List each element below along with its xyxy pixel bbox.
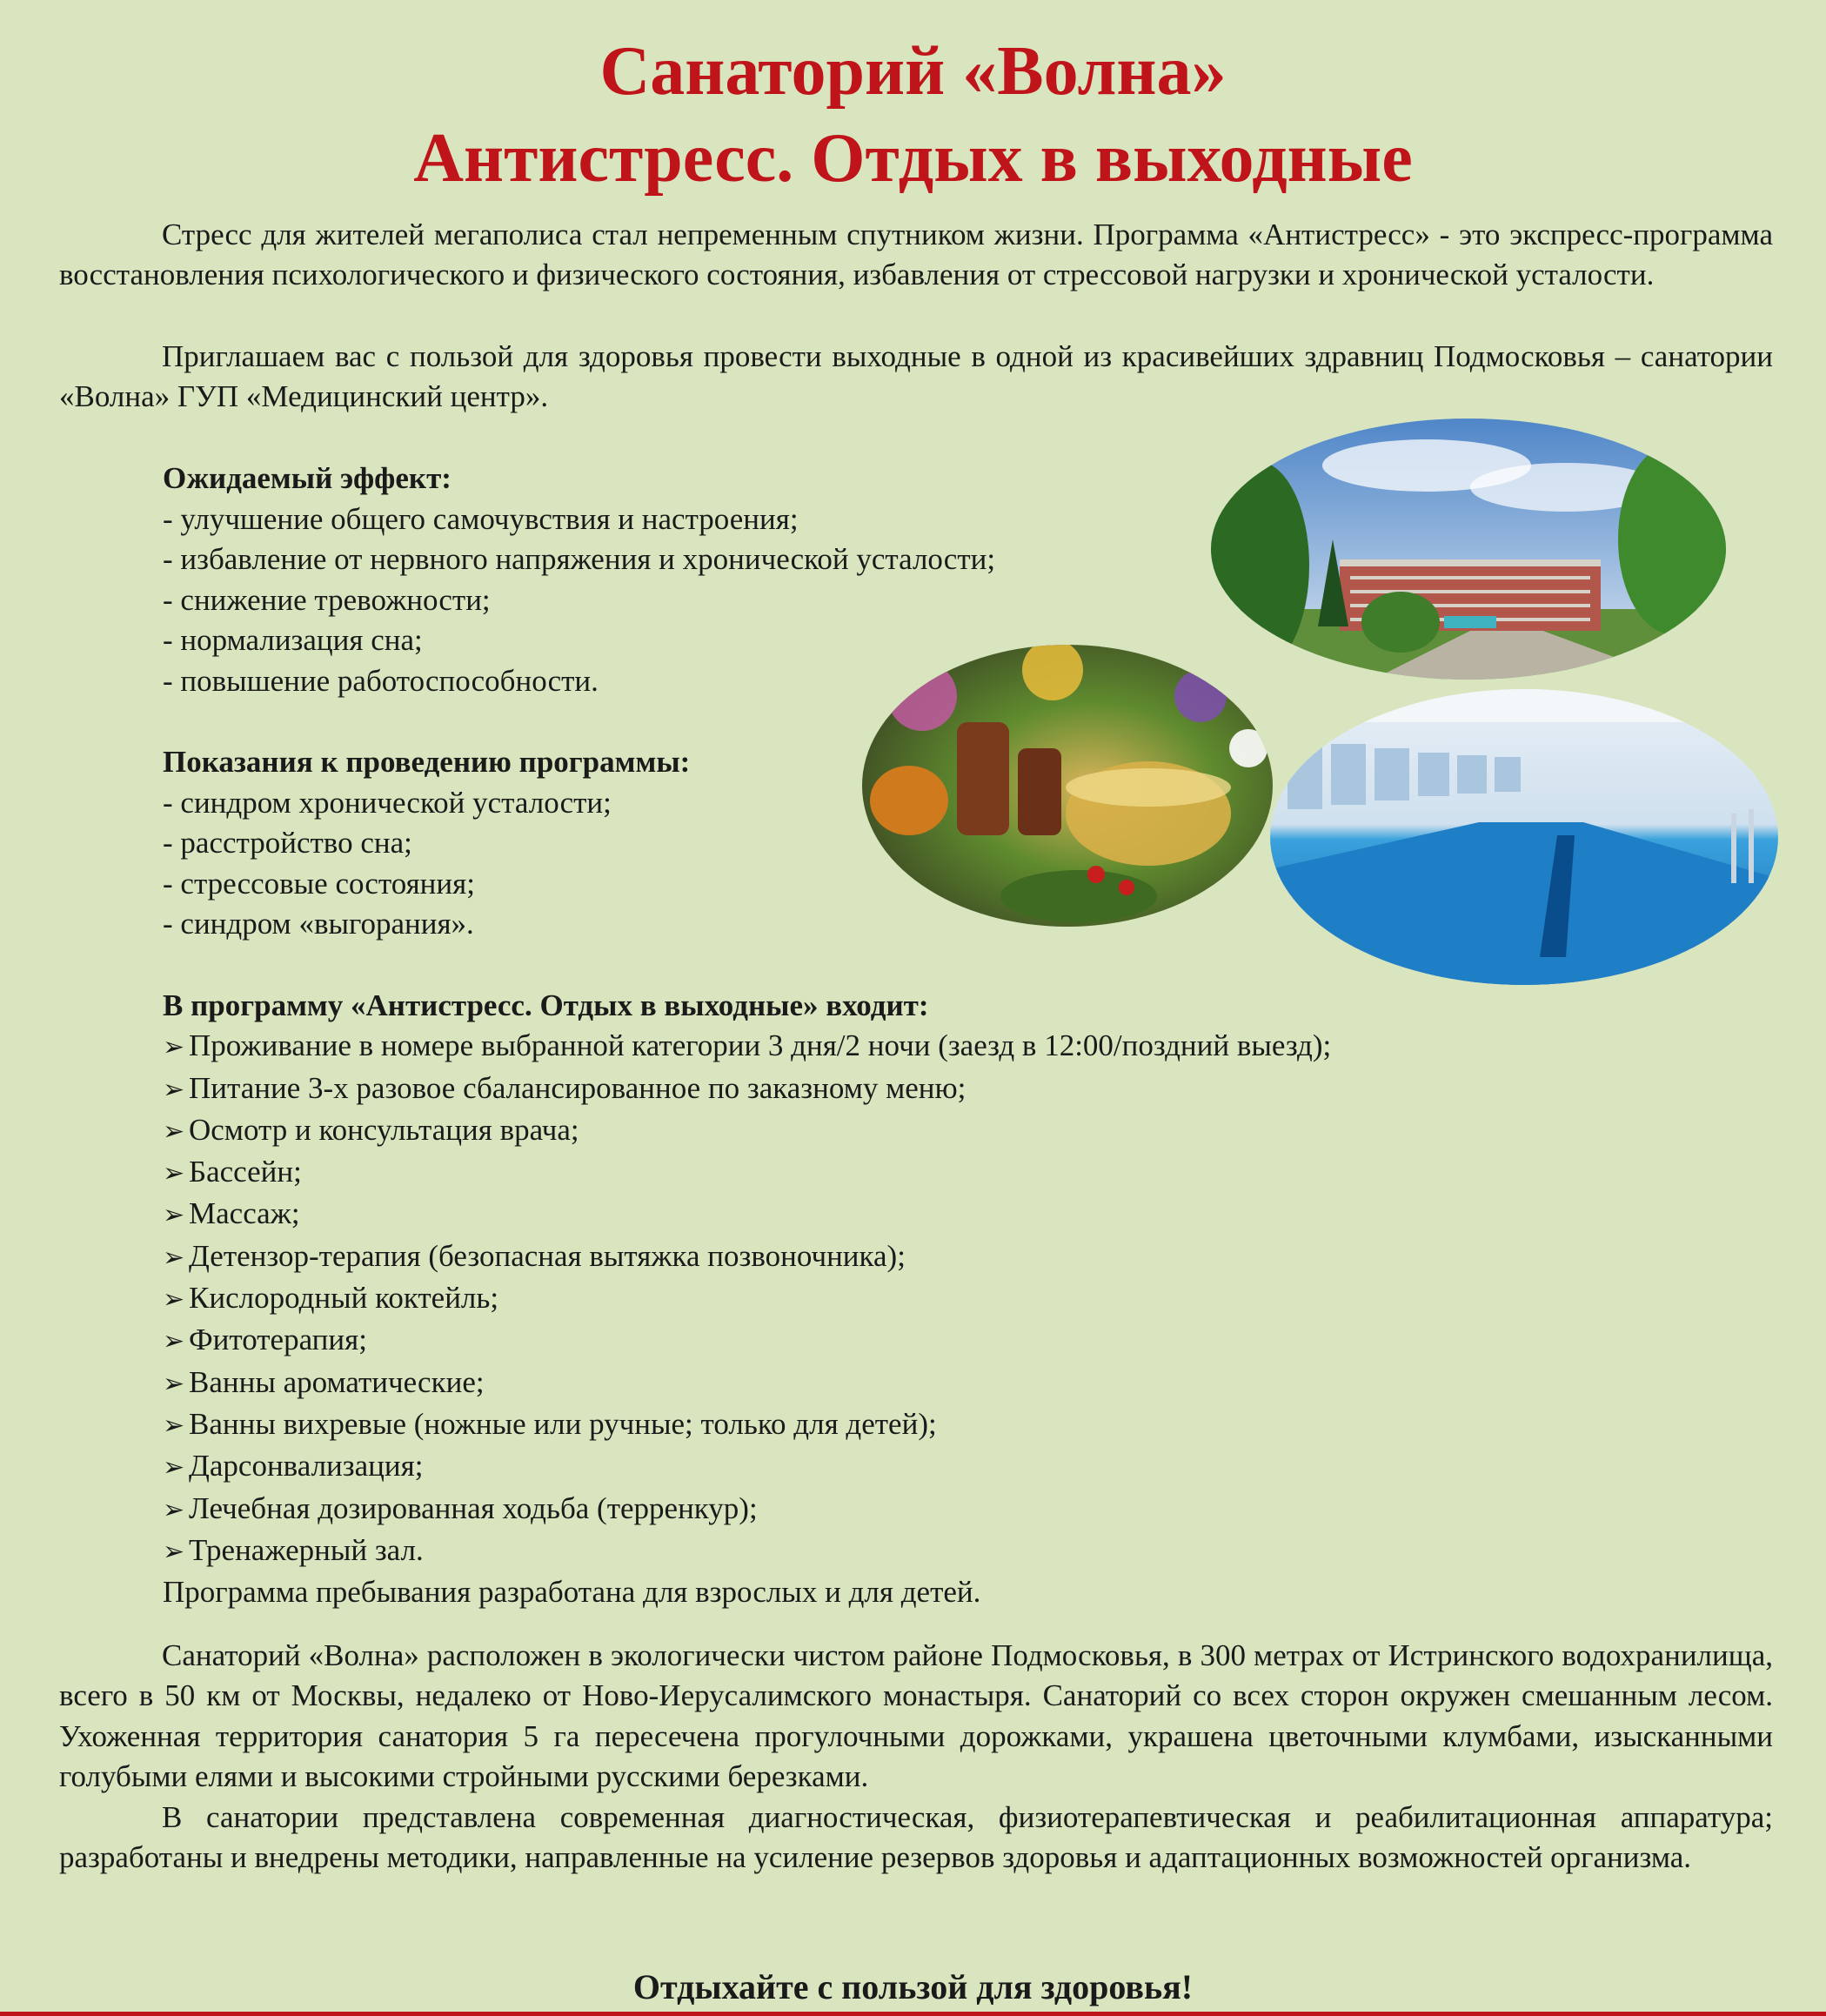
list-item: - избавление от нервного напряжения и хронической усталости;	[163, 542, 996, 577]
list-item: ➢ Массаж;	[163, 1194, 1331, 1236]
program-note: Программа пребывания разработана для взрослых и для детей.	[163, 1575, 981, 1610]
list-item: - синдром «выгорания».	[163, 907, 474, 941]
intro-text-2: Приглашаем вас с пользой для здоровья провести выходные в одной из красивейших здравниц Подмосковья – санатории «Волна» ГУП «Медицинский центр».	[59, 339, 1773, 414]
list-item: - нормализация сна;	[163, 623, 423, 658]
list-item: ➢ Лечебная дозированная ходьба (терренкур);	[163, 1489, 1331, 1530]
list-item: ➢ Питание 3-х разовое сбалансированное по заказному меню;	[163, 1068, 1331, 1110]
list-item: - улучшение общего самочувствия и настроения;	[163, 501, 799, 536]
intro-text-1: Стресс для жителей мегаполиса стал непременным спутником жизни. Программа «Антистресс» - это экспресс-программа восстановления психологического и физического состояния, избавления от стрессовой нагрузки и хронической усталости.	[59, 218, 1773, 292]
arrow-bullet-icon: ➢	[163, 1494, 185, 1525]
arrow-bullet-icon: ➢	[163, 1115, 185, 1147]
arrow-bullet-icon: ➢	[163, 1536, 185, 1567]
about-text-1: Санаторий «Волна» расположен в экологически чистом районе Подмосковья, в 300 метрах от Истринского водохранилища, всего в 50 км от Москвы, недалеко от Ново-Иерусалимского монастыря. Санаторий со всех сторон окружен смешанным лесом. Ухоженная территория санатория 5 га пересечена прогулочными дорожками, украшена цветочными клумбами, изысканными голубыми елями и высокими стройными русскими березками.	[59, 1638, 1773, 1794]
sanatorium-building-photo	[1205, 418, 1731, 696]
list-item: ➢ Проживание в номере выбранной категории 3 дня/2 ночи (заезд в 12:00/поздний выезд);	[163, 1026, 1331, 1068]
list-item: - расстройство сна;	[163, 826, 412, 861]
expected-effect-section	[163, 459, 995, 702]
arrow-bullet-icon: ➢	[163, 1242, 185, 1273]
about-paragraph-1	[59, 1636, 1773, 1798]
arrow-bullet-icon: ➢	[163, 1326, 185, 1357]
list-item: ➢ Дарсонвализация;	[163, 1446, 1331, 1488]
expected-effect-heading: Ожидаемый эффект:	[163, 461, 451, 495]
program-heading: В программу «Антистресс. Отдых в выходные» входит:	[163, 988, 929, 1022]
page-title: Санаторий «Волна»	[599, 33, 1227, 110]
list-item: ➢ Осмотр и консультация врача;	[163, 1110, 1331, 1152]
program-list	[163, 1026, 1331, 1572]
indications-heading: Показания к проведению программы:	[163, 745, 691, 779]
list-item: ➢ Ванны ароматические;	[163, 1363, 1331, 1404]
list-item: ➢ Бассейн;	[163, 1152, 1331, 1194]
list-item: ➢ Ванны вихревые (ножные или ручные; только для детей);	[163, 1404, 1331, 1446]
indications-section	[163, 742, 690, 945]
list-item: ➢ Детензор-терапия (безопасная вытяжка позвоночника);	[163, 1236, 1331, 1278]
arrow-bullet-icon: ➢	[163, 1284, 185, 1316]
list-item: - стрессовые состояния;	[163, 866, 475, 901]
list-item: ➢ Кислородный коктейль;	[163, 1278, 1331, 1320]
arrow-bullet-icon: ➢	[163, 1158, 185, 1189]
list-item: ➢ Тренажерный зал.	[163, 1530, 1331, 1572]
list-item: - синдром хронической усталости;	[163, 785, 612, 820]
about-text-2: В санатории представлена современная диагностическая, физиотерапевтическая и реабилитационная аппаратура; разработаны и внедрены методики, направленные на усиление резервов здоровья и адаптационных возможностей организма.	[59, 1800, 1773, 1875]
list-item: ➢ Фитотерапия;	[163, 1320, 1331, 1362]
about-paragraph-2	[59, 1798, 1773, 1879]
program-section	[163, 986, 1331, 1612]
arrow-bullet-icon: ➢	[163, 1074, 185, 1105]
arrow-bullet-icon: ➢	[163, 1200, 185, 1231]
arrow-bullet-icon: ➢	[163, 1452, 185, 1484]
page-subtitle: Антистресс. Отдых в выходные	[413, 120, 1413, 197]
swimming-pool-photo	[1266, 687, 1788, 992]
arrow-bullet-icon: ➢	[163, 1368, 185, 1399]
list-item: - снижение тревожности;	[163, 582, 491, 617]
arrow-bullet-icon: ➢	[163, 1410, 185, 1441]
closing-slogan: Отдыхайте с пользой для здоровья!	[632, 1967, 1194, 2006]
arrow-bullet-icon: ➢	[163, 1032, 185, 1063]
bottom-divider	[0, 2012, 1826, 2016]
list-item: - повышение работоспособности.	[163, 663, 599, 698]
